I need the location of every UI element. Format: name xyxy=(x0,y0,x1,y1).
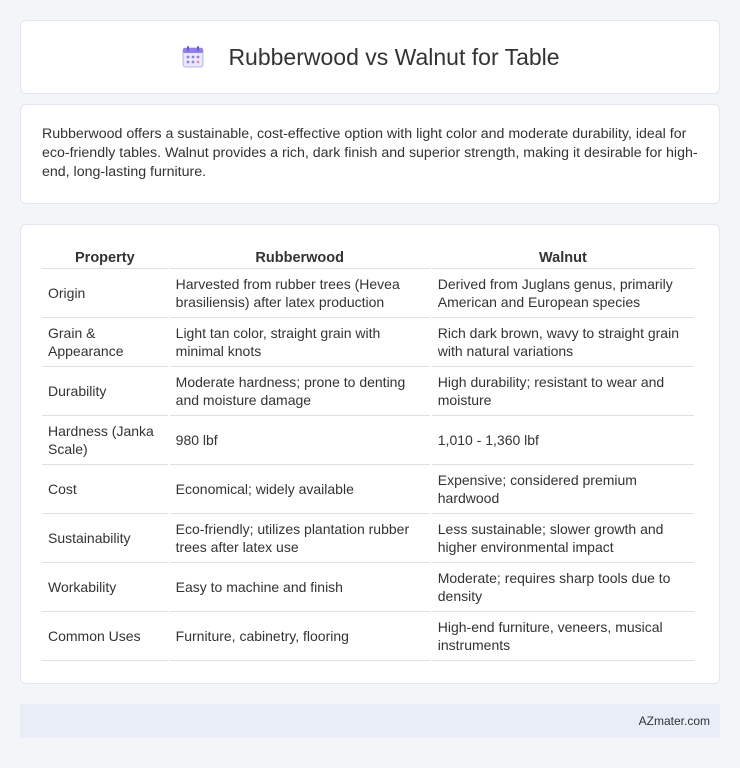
title-card xyxy=(20,20,720,94)
comparison-table-card xyxy=(20,224,720,684)
property-cell: Common Uses xyxy=(42,612,168,661)
table-row xyxy=(42,269,694,318)
rubberwood-cell: Furniture, cabinetry, flooring xyxy=(170,612,430,661)
table-row xyxy=(42,465,694,514)
property-cell: Grain & Appearance xyxy=(42,318,168,367)
table-row xyxy=(42,514,694,563)
table-row xyxy=(42,318,694,367)
table-row xyxy=(42,612,694,661)
header-rubberwood: Rubberwood xyxy=(170,245,430,269)
table-row xyxy=(42,367,694,416)
header-walnut: Walnut xyxy=(432,245,694,269)
footer xyxy=(20,704,720,738)
walnut-cell: 1,010 - 1,360 lbf xyxy=(432,416,694,465)
walnut-cell: High durability; resistant to wear and moisture xyxy=(432,367,694,416)
page-title: Rubberwood vs Walnut for Table xyxy=(228,43,560,70)
rubberwood-cell: Eco-friendly; utilizes plantation rubber trees after latex use xyxy=(170,514,430,563)
rubberwood-cell: 980 lbf xyxy=(170,416,430,465)
walnut-cell: Expensive; considered premium hardwood xyxy=(432,465,694,514)
walnut-cell: Derived from Juglans genus, primarily American and European species xyxy=(432,269,694,318)
footer-brand[interactable]: AZmater.com xyxy=(638,714,710,728)
property-cell: Origin xyxy=(42,269,168,318)
calendar-icon xyxy=(180,44,206,70)
table-row xyxy=(42,416,694,465)
rubberwood-cell: Easy to machine and finish xyxy=(170,563,430,612)
rubberwood-cell: Harvested from rubber trees (Hevea brasiliensis) after latex production xyxy=(170,269,430,318)
table-row xyxy=(42,563,694,612)
walnut-cell: Moderate; requires sharp tools due to density xyxy=(432,563,694,612)
walnut-cell: Less sustainable; slower growth and higher environmental impact xyxy=(432,514,694,563)
rubberwood-cell: Moderate hardness; prone to denting and moisture damage xyxy=(170,367,430,416)
summary-card xyxy=(20,104,720,204)
property-cell: Hardness (Janka Scale) xyxy=(42,416,168,465)
property-cell: Workability xyxy=(42,563,168,612)
property-cell: Durability xyxy=(42,367,168,416)
property-cell: Cost xyxy=(42,465,168,514)
comparison-table xyxy=(40,245,696,661)
summary-text: Rubberwood offers a sustainable, cost-effective option with light color and moderate durability, ideal for eco-friendly tables. Walnut provides a rich, dark finish and superior strength, making it desirable for high-end, long-lasting furniture. xyxy=(42,126,698,180)
property-cell: Sustainability xyxy=(42,514,168,563)
walnut-cell: High-end furniture, veneers, musical instruments xyxy=(432,612,694,661)
rubberwood-cell: Light tan color, straight grain with minimal knots xyxy=(170,318,430,367)
walnut-cell: Rich dark brown, wavy to straight grain with natural variations xyxy=(432,318,694,367)
table-header-row xyxy=(42,245,694,269)
rubberwood-cell: Economical; widely available xyxy=(170,465,430,514)
header-property: Property xyxy=(42,245,168,269)
